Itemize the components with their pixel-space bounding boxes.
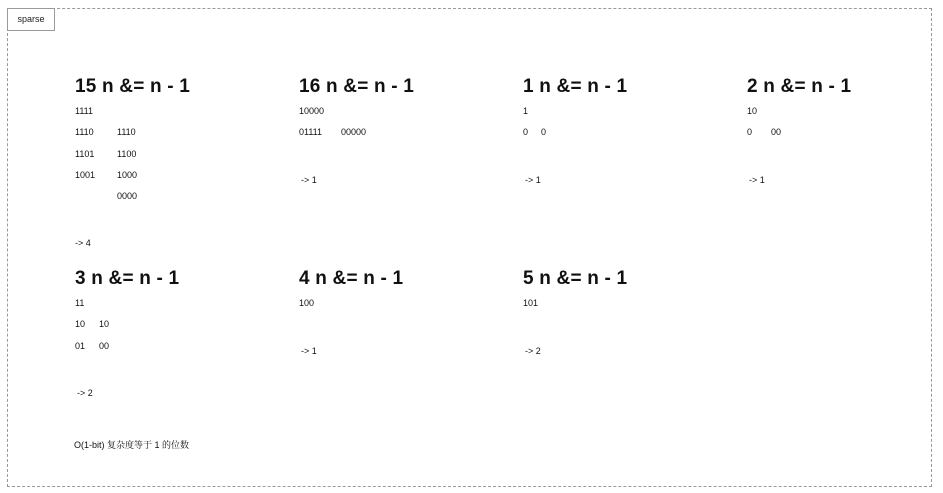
bit-value: 0 bbox=[747, 127, 753, 138]
bit-result: 00000 bbox=[341, 127, 367, 138]
example-result: -> 1 bbox=[525, 175, 541, 185]
bit-value: 1101 bbox=[75, 148, 95, 159]
bit-row bbox=[75, 191, 137, 212]
example-title: 3 n &= n - 1 bbox=[75, 268, 180, 289]
bit-row bbox=[75, 170, 137, 191]
bit-value: 0 bbox=[523, 127, 529, 138]
bit-rows bbox=[299, 106, 366, 149]
example-title: 16 n &= n - 1 bbox=[299, 76, 415, 97]
bit-row bbox=[75, 127, 137, 148]
example-title: 15 n &= n - 1 bbox=[75, 76, 191, 97]
bit-row bbox=[299, 298, 341, 319]
example-2 bbox=[747, 75, 852, 185]
bit-value: 01111 bbox=[299, 127, 323, 138]
example-1 bbox=[523, 75, 628, 185]
bit-row bbox=[75, 319, 109, 340]
bit-value: 1001 bbox=[75, 169, 96, 180]
bit-row bbox=[75, 149, 137, 170]
bit-row bbox=[299, 127, 366, 148]
example-3 bbox=[75, 267, 180, 398]
example-title: 1 n &= n - 1 bbox=[523, 76, 628, 97]
bit-value: 10 bbox=[75, 319, 86, 330]
bit-row bbox=[75, 106, 137, 127]
bit-result: 00 bbox=[99, 340, 110, 351]
example-15 bbox=[75, 75, 191, 248]
bit-result: 00 bbox=[771, 127, 782, 138]
complexity-note: O(1-bit) 复杂度等于 1 的位数 bbox=[74, 440, 190, 450]
bit-value: 101 bbox=[523, 298, 539, 308]
bit-value: 100 bbox=[299, 298, 315, 308]
bit-result: 0 bbox=[541, 127, 547, 138]
bit-value: 10 bbox=[747, 106, 758, 116]
bit-value: 1110 bbox=[75, 127, 94, 138]
bit-row bbox=[299, 106, 366, 127]
bit-row bbox=[523, 127, 546, 148]
example-result: -> 1 bbox=[301, 175, 317, 185]
bit-row bbox=[747, 127, 781, 148]
example-title: 2 n &= n - 1 bbox=[747, 76, 852, 97]
bit-rows bbox=[75, 106, 137, 212]
example-result: -> 2 bbox=[77, 388, 93, 398]
bit-value: 1111 bbox=[75, 106, 94, 116]
bit-rows bbox=[523, 298, 565, 319]
example-title: 5 n &= n - 1 bbox=[523, 268, 628, 289]
bit-row bbox=[523, 298, 565, 319]
bit-row bbox=[523, 106, 546, 127]
bit-result: 0000 bbox=[117, 191, 138, 202]
bit-value: 10000 bbox=[299, 106, 325, 116]
bit-value: 11 bbox=[75, 298, 85, 308]
example-result: -> 4 bbox=[75, 238, 91, 248]
bit-rows bbox=[523, 106, 546, 149]
bit-value: 01 bbox=[75, 340, 86, 351]
example-result: -> 2 bbox=[525, 346, 541, 356]
bit-result: 1110 bbox=[117, 127, 136, 138]
example-title: 4 n &= n - 1 bbox=[299, 268, 404, 289]
example-16 bbox=[299, 75, 415, 185]
bit-row bbox=[747, 106, 781, 127]
bit-rows bbox=[299, 298, 341, 319]
bit-row bbox=[75, 341, 109, 362]
example-result: -> 1 bbox=[301, 346, 317, 356]
example-result: -> 1 bbox=[749, 175, 765, 185]
example-5 bbox=[523, 267, 628, 356]
bit-row bbox=[75, 298, 109, 319]
bit-result: 1100 bbox=[117, 148, 137, 159]
bit-result: 1000 bbox=[117, 169, 138, 180]
bit-result: 10 bbox=[99, 319, 110, 330]
bit-rows bbox=[75, 298, 109, 362]
bit-rows bbox=[747, 106, 781, 149]
sparse-tag: sparse bbox=[7, 8, 55, 31]
example-4 bbox=[299, 267, 404, 356]
bit-value: 1 bbox=[523, 106, 529, 116]
